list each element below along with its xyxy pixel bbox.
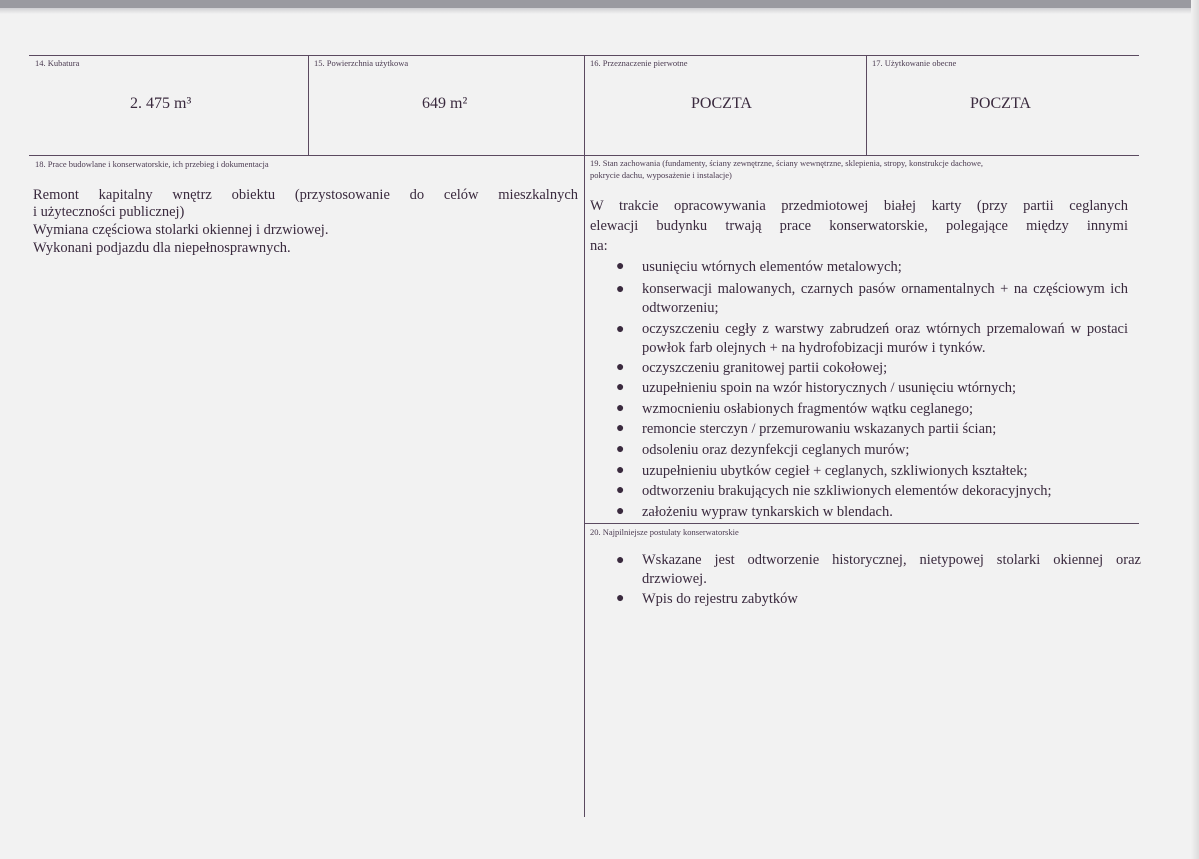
- list-item: ● wzmocnieniu osłabionych fragmentów wątku ceglanego;: [612, 399, 1128, 420]
- list-item: ● uzupełnieniu ubytków cegieł + ceglanych, szkliwionych kształtek;: [612, 461, 1128, 482]
- list-item: ● remoncie sterczyn / przemurowaniu wskazanych partii ścian;: [612, 419, 1128, 440]
- field-19-label-line-1: 19. Stan zachowania (fundamenty, ściany zewnętrzne, ściany wewnętrzne, sklepienia, stropy, konstrukcje dachowe,: [590, 158, 984, 168]
- field-14-value: 2. 475 m³: [130, 95, 192, 112]
- rule-col-1: [308, 55, 309, 156]
- field-19-intro-line-1: W trakcie opracowywania przedmiotowej białej karty (przy partii ceglanych: [590, 198, 1128, 214]
- bullet-icon: ●: [616, 321, 625, 337]
- field-19-intro-line-3: na:: [590, 238, 608, 254]
- field-15-label: 15. Powierzchnia użytkowa: [314, 58, 409, 68]
- bullet-icon: ●: [616, 553, 625, 568]
- bullet-icon: ●: [616, 359, 625, 375]
- field-17-label: 17. Użytkowanie obecne: [872, 58, 957, 68]
- scan-top-edge: [0, 0, 1199, 8]
- list-item: ● usunięciu wtórnych elementów metalowych;: [612, 257, 1128, 278]
- bullet-icon: ●: [616, 281, 625, 297]
- field-18-label: 18. Prace budowlane i konserwatorskie, ich przebieg i dokumentacja: [35, 159, 269, 169]
- list-item: ● uzupełnieniu spoin na wzór historycznych / usunięciu wtórnych;: [612, 378, 1128, 399]
- bullet-icon: ●: [616, 503, 625, 519]
- field-15-value: 649 m²: [422, 95, 468, 112]
- rule-col-2: [584, 55, 585, 817]
- field-20-list: [612, 551, 1141, 610]
- field-16-label: 16. Przeznaczenie pierwotne: [590, 58, 688, 68]
- list-item: ● oczyszczeniu cegły z warstwy zabrudzeń oraz wtórnych przemalowań w postaci powłok farb olejnych + na hydrofobizacji murów i tynków.: [616, 320, 1128, 356]
- list-item: ● odtworzeniu brakujących nie szkliwionych elementów dekoracyjnych;: [612, 481, 1128, 502]
- bullet-icon: ●: [616, 441, 625, 457]
- list-item: ● odsoleniu oraz dezynfekcji ceglanych murów;: [612, 440, 1128, 461]
- bullet-icon: ●: [616, 421, 625, 437]
- list-item: ● założeniu wypraw tynkarskich w blendach.: [612, 502, 1128, 523]
- field-19-intro-line-2: elewacji budynku trwają prace konserwatorskie, polegające między innymi: [590, 218, 1128, 234]
- field-18-line-3: Wymiana częściowa stolarki okiennej i drzwiowej.: [33, 222, 329, 238]
- bullet-icon: ●: [616, 462, 625, 478]
- bullet-icon: ●: [616, 400, 625, 416]
- rule-row3-top: [584, 523, 1139, 524]
- field-18-line-2: i użyteczności publicznej): [33, 204, 185, 220]
- field-18-line-1: Remont kapitalny wnętrz obiektu (przystosowanie do celów mieszkalnych: [33, 187, 578, 203]
- bullet-icon: ●: [616, 259, 625, 274]
- field-18-line-4: Wykonani podjazdu dla niepełnosprawnych.: [33, 240, 291, 256]
- list-item: ● oczyszczeniu granitowej partii cokołowej;: [612, 358, 1128, 379]
- field-19-list: [612, 257, 1128, 522]
- bullet-icon: ●: [616, 380, 625, 396]
- list-item: ● Wskazane jest odtworzenie historycznej, nietypowej stolarki okiennej oraz drzwiowej.: [616, 552, 1141, 587]
- field-20-label: 20. Najpilniejsze postulaty konserwatorskie: [590, 527, 739, 537]
- field-19-label-line-2: pokrycie dachu, wyposażenie i instalacje): [590, 170, 732, 180]
- field-16-value: POCZTA: [691, 95, 752, 112]
- list-item: ● konserwacji malowanych, czarnych pasów ornamentalnych + na częściowym ich odtworzeniu;: [616, 280, 1128, 316]
- scan-top-shadow: [0, 8, 1199, 14]
- bullet-icon: ●: [616, 483, 625, 499]
- rule-col-3: [866, 55, 867, 156]
- field-17-value: POCZTA: [970, 95, 1031, 112]
- bullet-icon: ●: [616, 591, 625, 606]
- scan-right-edge: [1191, 0, 1199, 859]
- list-item: ● Wpis do rejestru zabytków: [612, 589, 1141, 610]
- field-14-label: 14. Kubatura: [35, 58, 80, 68]
